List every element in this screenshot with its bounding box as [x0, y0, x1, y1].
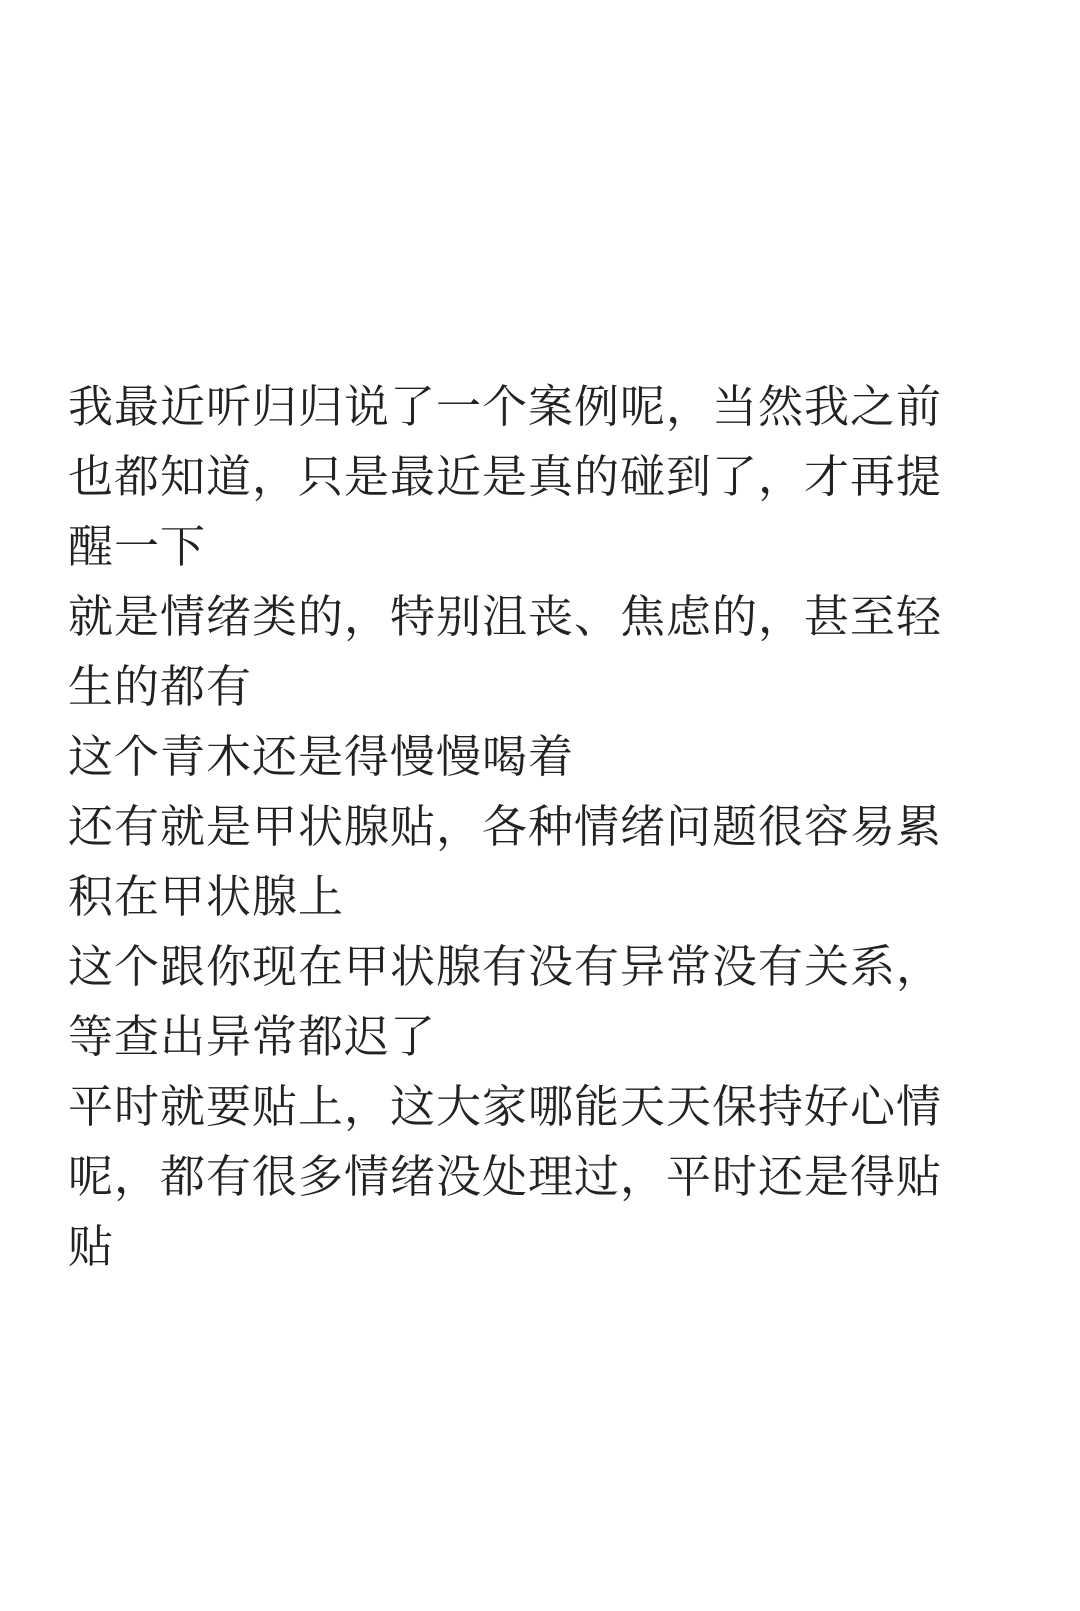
note-paragraph-3: 这个青木还是得慢慢喝着 [68, 730, 575, 783]
note-paragraph-4: 还有就是甲状腺贴，各种情绪问题很容易累积在甲状腺上 [68, 800, 943, 923]
note-paragraph-2: 就是情绪类的，特别沮丧、焦虑的，甚至轻生的都有 [68, 590, 943, 713]
note-paragraph-1: 我最近听归归说了一个案例呢，当然我之前也都知道，只是最近是真的碰到了，才再提醒一下 [68, 380, 943, 573]
note-paragraph-5: 这个跟你现在甲状腺有没有异常没有关系，等查出异常都迟了 [68, 940, 943, 1063]
note-paragraph-6: 平时就要贴上，这大家哪能天天保持好心情呢，都有很多情绪没处理过，平时还是得贴贴 [68, 1080, 943, 1273]
note-text-block [68, 372, 968, 1282]
